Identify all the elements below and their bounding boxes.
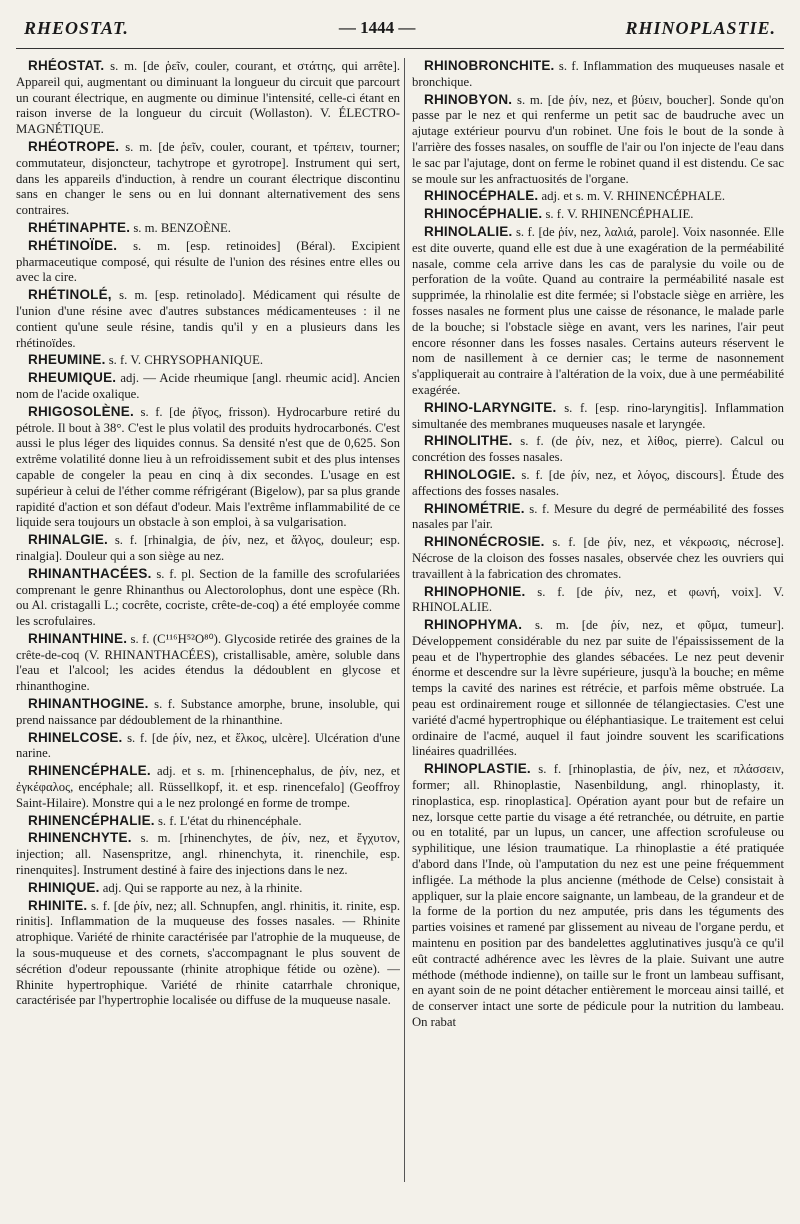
entry-headword: RHEUMINE. (28, 352, 106, 368)
dictionary-entry (412, 433, 784, 466)
entry-definition: adj. — Acide rheumique [angl. rheumic acid]. Ancien nom de l'acide oxalique. (16, 371, 400, 401)
entry-headword: RHINOBRONCHITE. (424, 58, 555, 73)
entry-definition: s. f. [de ῥίν, nez, et φωνή, voix]. V. RHINOLALIE. (412, 584, 784, 615)
entry-definition: s. f. [de ῥίν, nez, et νέκρωσις, nécrose]. Nécrose de la cloison des fosses nasales, observée chez les ouvriers qui travaillent à la fabrication des chromates. (412, 535, 784, 581)
dictionary-entry (16, 696, 400, 729)
entry-headword: RHÉOTROPE. (28, 138, 120, 154)
entry-definition: s. f. [de ῥῖγος, frisson). Hydrocarbure retiré du pétrole. Il bout à 38°. C'est le plus volatil des produits hydrocarbonés. C'est aussi le plus léger des liquides connus. Sa densité n'est que de 0,625. Son extrême volatilité donne lieu à un refroidissement subit et des plus intenses capable de congeler la peau en cinq à dix secondes. L'usage en est supérieur à celui de l'éther comme réfrigérant (Bigelow), par sa plus grande rapidité d'action et son défaut d'odeur. Mais l'extrême inflammabilité de ce liquide sera toujours un obstacle à son emploi, à sa vulgarisation. (16, 404, 400, 530)
dictionary-entry (16, 532, 400, 565)
dictionary-entry (412, 224, 784, 399)
entry-headword: RHINOCÉPHALE. (424, 188, 539, 204)
entry-headword: RHÉTINOÏDE. (28, 237, 118, 253)
entry-definition: s. f. [de ῥίν, nez; all. Schnupfen, angl. rhinitis, it. rinite, esp. rinitis]. Inflammation de la muqueuse des fosses nasales. — Rhinite atrophique. Variété de rhinite caractérisée par l'atrophie de la muqueuse, de la sous-muqueuse et des cornets, s'accompagnant le plus souvent de sécrétion d'odeur repoussante (rhinite atrophique fétide ou ozène). — Rhinite hypertrophique. Variété de rhinite catarrhale chronique, caractérisée par l'hypertrophie localisée ou diffuse de la muqueuse nasale. (16, 898, 400, 1008)
dictionary-entry (412, 206, 784, 223)
dictionary-entry (16, 58, 400, 138)
running-head-left: RHEOSTAT. (24, 17, 129, 38)
entry-definition: s. m. [de ῥεῖν, couler, courant, et τρέπειν, tourner; commutateur, disjoncteur, tachytrope et gyrotrope]. Instrument qui sert, dans les appareils d'induction, à rendre un courant électrique discontinu sans en changer le sens ou en lui donnant alternativement des sens contraires. (16, 139, 400, 218)
dictionary-entry (412, 58, 784, 91)
dictionary-entry (16, 220, 400, 237)
entry-definition: s. f. (C¹¹⁶H⁵²O⁸⁰). Glycoside retirée des graines de la crête-de-coq (V. RHINANTHACÉES), cristallisable, amère, soluble dans l'eau et l'alcool; les acides étendus la dédoublent en glycose et rhinanthogine. (16, 631, 400, 694)
entry-headword: RHINOBYON. (424, 91, 513, 107)
dictionary-entry (16, 813, 400, 830)
entry-headword: RHINO-LARYNGITE. (424, 399, 557, 415)
entry-headword: RHEUMIQUE. (28, 370, 117, 386)
page-number: — 1444 — (338, 18, 416, 37)
dictionary-entry (16, 880, 400, 897)
dictionary-entry (16, 566, 400, 630)
entry-headword: RHINOLOGIE. (424, 466, 516, 482)
entry-definition: adj. Qui se rapporte au nez, à la rhinite. (99, 880, 303, 895)
entry-headword: RHINONÉCROSIE. (424, 534, 545, 550)
dictionary-entry (412, 534, 784, 582)
entry-headword: RHINENCÉPHALE. (28, 763, 151, 779)
entry-definition: s. m. BENZOÈNE. (130, 220, 231, 235)
dictionary-entry (412, 92, 784, 188)
entry-headword: RHINITE. (28, 897, 88, 913)
entry-headword: RHINOPLASTIE. (424, 761, 531, 777)
entry-headword: RHINANTHACÉES. (28, 565, 152, 581)
left-column (16, 58, 400, 1198)
entry-headword: RHINANTHINE. (28, 630, 128, 646)
entry-headword: RHINENCÉPHALIE. (28, 812, 155, 828)
entry-definition: s. m. [de ῥίν, nez, et βύειν, boucher]. Sonde qu'on passe par le nez et qui renferme un petit sac de baudruche avec un ajutage extérieur pourvu d'un robinet. Une fois le bout de la sonde à l'arrière des fosses nasales, on souffle de l'air ou l'on injecte de l'eau dans le sac par l'ajutage, dont on ferme le robinet quand il est distendu. Ce sac se moule sur les anfractuosités de l'organe. (412, 92, 784, 186)
entry-definition: s. f. (de ῥίν, nez, et λίθος, pierre). Calcul ou concrétion des fosses nasales. (412, 434, 784, 465)
entry-definition: s. f. V. RHINENCÉPHALIE. (542, 207, 694, 222)
dictionary-entry (16, 370, 400, 403)
entry-headword: RHÉTINOLÉ, (28, 287, 112, 303)
entry-headword: RHINOLITHE. (424, 433, 513, 449)
entry-definition: s. m. [esp. retinolado]. Médicament qui résulte de l'union d'une résine avec d'autres substances médicamenteuses : il ne contient qu'une seule résine, tandis qu'il y en a plusieurs dans les rhétinoïdes. (16, 288, 400, 350)
entry-definition: s. f. L'état du rhinencéphale. (154, 813, 302, 828)
entry-headword: RHINENCHYTE. (28, 830, 132, 846)
entry-headword: RHINOCÉPHALIE. (424, 206, 543, 222)
dictionary-entry (412, 584, 784, 617)
entry-headword: RHINOLALIE. (424, 223, 513, 239)
dictionary-entry (16, 139, 400, 219)
entry-definition: s. f. [de ῥίν, nez, et ἕλκος, ulcère]. Ulcération d'une narine. (16, 730, 400, 761)
dictionary-entry (16, 404, 400, 531)
entry-headword: RHINELCOSE. (28, 729, 123, 745)
entry-headword: RHIGOSOLÈNE. (28, 403, 134, 419)
dictionary-entry (16, 763, 400, 811)
page-header (24, 12, 776, 44)
entry-definition: s. f. Inflammation des muqueuses nasale et bronchique. (412, 59, 784, 89)
dictionary-entry (412, 467, 784, 500)
entry-headword: RHINANTHOGINE. (28, 696, 149, 712)
entry-definition: s. f. [rhinoplastia, de ῥίν, nez, et πλάσσειν, former; all. Rhinoplastie, Nasenbildung, angl. rhinoplasty, it. rinoplastica, esp. rinoplastica]. Opération ayant pour but de refaire un nez, lorsque cette partie du visage a été retranchée, ou détruite, en partie ou en totalité, par un lupus, un cancer, une affection scrofuleuse ou syphilitique, une lésion traumatique. La rhinoplastie a été pratiquée d'abord dans l'Inde, où l'amputation du nez est une peine fréquemment infligée. La méthode la plus ancienne (méthode de Celse) consistait à appliquer, sur la plaie encore saignante, un lambeau, de la grandeur et de la forme de la portion du nez amputée, pris dans les téguments des parties voisines et ramené par glissement au niveau de l'organe perdu, et maintenu en position par des bandelettes agglutinatives jusqu'à ce qu'il eût contracté adhérence avec les lèvres de la plaie. Suivant une autre méthode (méthode indienne), on taille sur le front un lambeau suffisant, en ayant soin de ne point détacher entièrement le morceau ainsi taillé, et de conserver intact une sorte de pédicule pour la nutrition du lambeau. On rabat (412, 762, 784, 1030)
entry-definition: s. f. [de ῥίν, nez, λαλιά, parole]. Voix nasonnée. Elle est dite ouverte, quand elle est due à une exagération de la perméabilité nasale, comme cela arrive dans les cas de paralysie du voile ou de perforation de la voûte. Quand au contraire la perméabilité nasale est supprimée, la rhinolalie est dite fermée; si l'obstacle siège en arrière, les fosses nasales ne forment plus une caisse de résonance, le malade parle de la bouche; si l'obstacle siège en avant, vers les narines, l'air peut encore résonner dans les fosses nasales. Certains auteurs réservent le nom de nasillement à ce dernier cas; le terme de nasonnement s'appliquerait au contraire à l'altération de la voix, due à une perméabilité exagérée. (412, 224, 784, 397)
dictionary-entry (16, 287, 400, 351)
dictionary-entry (16, 631, 400, 695)
entry-definition: adj. et s. m. [rhinencephalus, de ῥίν, nez, et ἐγκέφαλος, encéphale; all. Rüssellkopf, it. et esp. rinencefalo] (Geoffroy Saint-Hilaire). Monstre qui a le nez prolongé en forme de trompe. (16, 764, 400, 810)
entry-definition: s. f. [esp. rino-laryngitis]. Inflammation simultanée des membranes muqueuses nasale et laryngée. (412, 400, 784, 431)
dictionary-entry (16, 238, 400, 286)
dictionary-entry (16, 352, 400, 369)
entry-headword: RHÉOSTAT. (28, 58, 105, 73)
dictionary-entry (412, 188, 784, 205)
entry-definition: s. f. [rhinalgia, de ῥίν, nez, et ἄλγος, douleur; esp. rinalgia]. Douleur qui a son siège au nez. (16, 533, 400, 563)
entry-definition: s. m. [esp. retinoides] (Béral). Excipient pharmaceutique composé, qui résulte de l'union des résines entre elles ou avec la cire. (16, 238, 400, 285)
dictionary-entry (16, 730, 400, 763)
dictionary-entry (412, 617, 784, 760)
dictionary-entry (16, 898, 400, 1010)
running-head-right: RHINOPLASTIE. (625, 17, 776, 38)
dictionary-entry (16, 830, 400, 878)
entry-definition: s. m. [de ῥίν, nez, et φῦμα, tumeur]. Développement considérable du nez par suite de l'épaississement de la peau et de l'hypertrophie des glandes sébacées. Le nez peut devenir énorme et descendre sur la lèvre supérieure, jusqu'à la bouche; en même temps la cavité des narines est rétrécie, et parfois même obstruée. La peau est ordinairement rouge et sillonnée de télangiectasies. C'est une variété d'acmé hypertrophique ou éléphantiasique. Le traitement est celui ordinaire de l'acmé, auquel il faut joindre souvent les scarifications linéaires quadrillées. (412, 618, 784, 759)
entry-definition: s. f. Substance amorphe, brune, insoluble, qui prend naissance par dédoublement de la rhinanthine. (16, 697, 400, 727)
entry-definition: s. f. pl. Section de la famille des scrofulariées comprenant le genre Rhinanthus ou Alectorolophus, dont une espèce (Rh. ou Al. cristagalli L.; cocrête, cocriste, crête-de-coq) a été employée comme les scrofulaires. (16, 566, 400, 629)
entry-headword: RHINOMÉTRIE. (424, 500, 525, 516)
column-divider (404, 58, 405, 1182)
entry-definition: s. m. [de ῥεῖν, couler, courant, et στάτης, qui arrête]. Appareil qui, augmentant ou diminuant la longueur du circuit que parcourt un courant électrique, en augmente ou diminue l'intensité, celle-ci étant en raison inverse de la longueur du circuit (Wollaston). V. ÉLECTRO-MAGNÉTIQUE. (16, 59, 400, 137)
entry-definition: adj. et s. m. V. RHINENCÉPHALE. (538, 189, 726, 204)
dictionary-entry (412, 761, 784, 1031)
entry-definition: s. f. V. CHRYSOPHANIQUE. (105, 353, 264, 368)
entry-headword: RHINOPHYMA. (424, 617, 523, 633)
entry-headword: RHINALGIE. (28, 532, 109, 548)
entry-headword: RHINOPHONIE. (424, 583, 526, 599)
header-rule (16, 48, 784, 49)
dictionary-entry (412, 400, 784, 433)
entry-headword: RHÉTINAPHTE. (28, 219, 131, 235)
entry-definition: s. m. [rhinenchytes, de ῥίν, nez, et ἔγχυτον, injection; all. Nasenspritze, angl. rhinenchyta, it. rinenchile, esp. rinenquites]. Instrument destiné à faire des injections dans le nez. (16, 831, 400, 878)
entry-definition: s. f. [de ῥίν, nez, et λόγος, discours]. Étude des affections des fosses nasales. (412, 467, 784, 498)
right-column (412, 58, 784, 1198)
dictionary-entry (412, 501, 784, 534)
entry-headword: RHINIQUE. (28, 879, 100, 895)
entry-definition: s. f. Mesure du degré de perméabilité des fosses nasales par l'air. (412, 501, 784, 532)
